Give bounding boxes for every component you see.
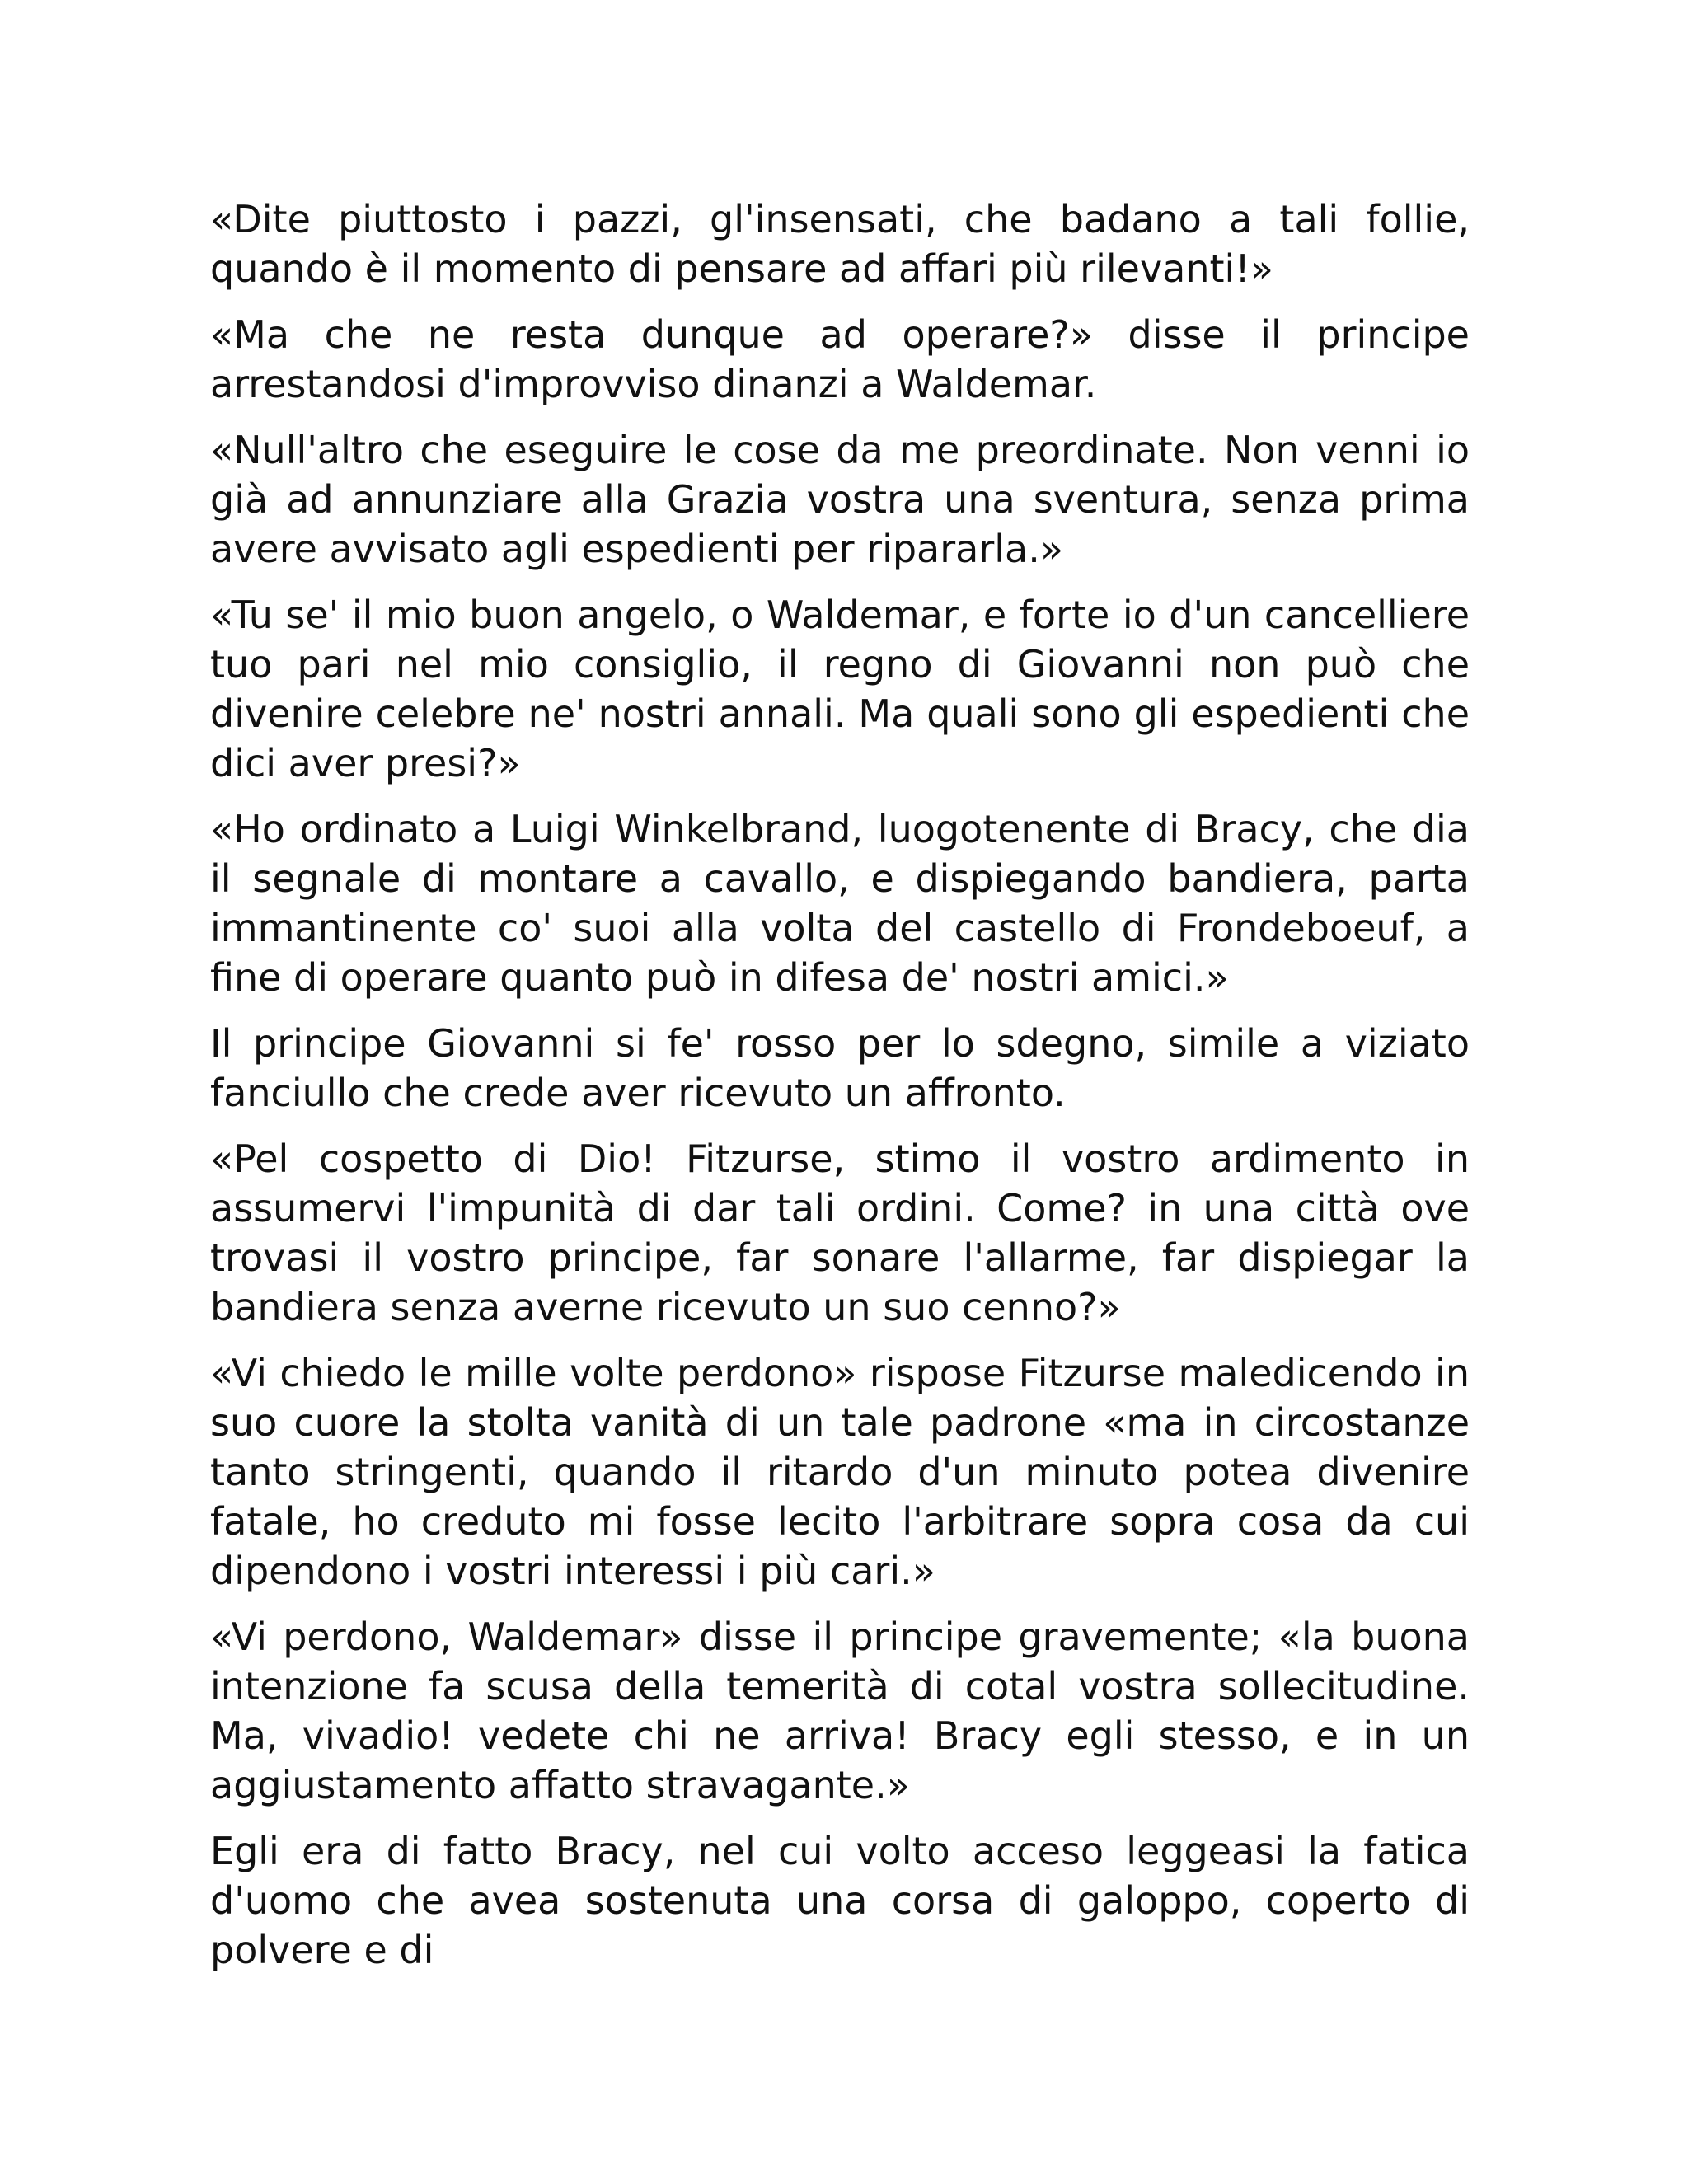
paragraph: «Ma che ne resta dunque ad operare?» disse il principe arrestandosi d'improvviso dinanzi a Waldemar. <box>210 312 1470 406</box>
paragraph: Il principe Giovanni si fe' rosso per lo sdegno, simile a viziato fanciullo che crede aver ricevuto un affronto. <box>210 1021 1470 1115</box>
body-text <box>210 194 1470 1991</box>
paragraph: «Dite piuttosto i pazzi, gl'insensati, che badano a tali follie, quando è il momento di pensare ad affari più rilevanti!» <box>210 197 1470 291</box>
paragraph: «Vi chiedo le mille volte perdono» rispose Fitzurse maledicendo in suo cuore la stolta vanità di un tale padrone «ma in circostanze tanto stringenti, quando il ritardo d'un minuto potea divenire fatale, ho creduto mi fosse lecito l'arbitrare sopra cosa da cui dipendono i vostri interessi i più cari.» <box>210 1351 1470 1593</box>
paragraph: «Pel cospetto di Dio! Fitzurse, stimo il vostro ardimento in assumervi l'impunità di dar tali ordini. Come? in una città ove trovasi il vostro principe, far sonare l'allarme, far dispiegar la bandiera senza averne ricevuto un suo cenno?» <box>210 1137 1470 1329</box>
paragraph: «Tu se' il mio buon angelo, o Waldemar, e forte io d'un cancelliere tuo pari nel mio consiglio, il regno di Giovanni non può che divenire celebre ne' nostri annali. Ma quali sono gli espedienti che dici aver presi?» <box>210 593 1470 785</box>
paragraph: «Vi perdono, Waldemar» disse il principe gravemente; «la buona intenzione fa scusa della temerità di cotal vostra sollecitudine. Ma, vivadio! vedete chi ne arriva! Bracy egli stesso, e in un aggiustamento affatto stravagante.» <box>210 1615 1470 1807</box>
paragraph: «Null'altro che eseguire le cose da me preordinate. Non venni io già ad annunziare alla Grazia vostra una sventura, senza prima avere avvisato agli espedienti per ripararla.» <box>210 428 1470 571</box>
paragraph: Egli era di fatto Bracy, nel cui volto acceso leggeasi la fatica d'uomo che avea sostenuta una corsa di galoppo, coperto di polvere e di <box>210 1829 1470 1972</box>
paragraph: «Ho ordinato a Luigi Winkelbrand, luogotenente di Bracy, che dia il segnale di montare a cavallo, e dispiegando bandiera, parta immantinente co' suoi alla volta del castello di Frondeboeuf, a fine di operare quanto può in difesa de' nostri amici.» <box>210 807 1470 1000</box>
